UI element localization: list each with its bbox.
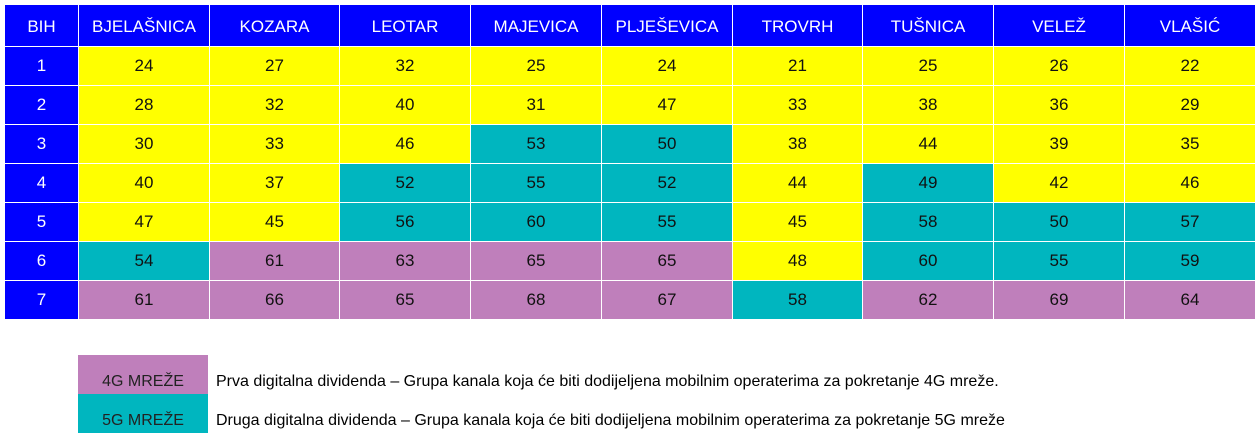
row-number: 3: [5, 125, 79, 164]
channel-cell: 59: [1125, 242, 1256, 281]
table-row: [5, 86, 1256, 125]
row-number: 7: [5, 281, 79, 320]
channel-cell: 42: [994, 164, 1125, 203]
header-leotar: LEOTAR: [340, 5, 471, 47]
channel-cell: 60: [863, 242, 994, 281]
channel-cell: 47: [602, 86, 733, 125]
channel-cell: 68: [471, 281, 602, 320]
table-row: [5, 203, 1256, 242]
header-pljesevica: PLJEŠEVICA: [602, 5, 733, 47]
channel-cell: 61: [79, 281, 210, 320]
table-row: [5, 164, 1256, 203]
channel-cell: 39: [994, 125, 1125, 164]
legend-row-4g: [78, 355, 1005, 394]
channel-cell: 64: [1125, 281, 1256, 320]
legend: [78, 355, 1005, 433]
channel-cell: 45: [210, 203, 340, 242]
channel-cell: 45: [733, 203, 863, 242]
table-row: [5, 47, 1256, 86]
channel-cell: 33: [733, 86, 863, 125]
row-number: 2: [5, 86, 79, 125]
channel-cell: 63: [340, 242, 471, 281]
channel-cell: 54: [79, 242, 210, 281]
channel-cell: 30: [79, 125, 210, 164]
header-row: [5, 5, 1256, 47]
channel-cell: 32: [210, 86, 340, 125]
header-tusnica: TUŠNICA: [863, 5, 994, 47]
header-majevica: MAJEVICA: [471, 5, 602, 47]
legend-text-5g: Druga digitalna dividenda – Grupa kanala koja će biti dodijeljena mobilnim operaterima za pokretanje 5G mreže: [216, 411, 1005, 429]
channel-cell: 36: [994, 86, 1125, 125]
legend-swatch-5g: 5G MREŽE: [78, 394, 208, 433]
channel-cell: 31: [471, 86, 602, 125]
channel-cell: 40: [79, 164, 210, 203]
channel-cell: 60: [471, 203, 602, 242]
channel-cell: 55: [994, 242, 1125, 281]
channel-cell: 55: [602, 203, 733, 242]
channel-cell: 49: [863, 164, 994, 203]
channel-cell: 46: [340, 125, 471, 164]
channel-cell: 52: [602, 164, 733, 203]
channel-cell: 65: [471, 242, 602, 281]
channel-cell: 65: [340, 281, 471, 320]
legend-swatch-4g: 4G MREŽE: [78, 355, 208, 394]
channel-cell: 33: [210, 125, 340, 164]
channel-cell: 62: [863, 281, 994, 320]
channel-cell: 44: [733, 164, 863, 203]
channel-cell: 38: [733, 125, 863, 164]
channel-cell: 37: [210, 164, 340, 203]
row-number: 6: [5, 242, 79, 281]
channel-cell: 46: [1125, 164, 1256, 203]
channel-cell: 50: [994, 203, 1125, 242]
channel-cell: 69: [994, 281, 1125, 320]
channel-table: [4, 4, 1256, 320]
channel-cell: 50: [602, 125, 733, 164]
channel-cell: 61: [210, 242, 340, 281]
channel-cell: 29: [1125, 86, 1256, 125]
channel-cell: 38: [863, 86, 994, 125]
row-number: 5: [5, 203, 79, 242]
table-row: [5, 125, 1256, 164]
channel-cell: 24: [602, 47, 733, 86]
channel-cell: 48: [733, 242, 863, 281]
channel-cell: 26: [994, 47, 1125, 86]
channel-cell: 67: [602, 281, 733, 320]
channel-cell: 25: [863, 47, 994, 86]
channel-cell: 52: [340, 164, 471, 203]
channel-cell: 28: [79, 86, 210, 125]
channel-cell: 25: [471, 47, 602, 86]
channel-cell: 22: [1125, 47, 1256, 86]
channel-cell: 55: [471, 164, 602, 203]
row-number: 4: [5, 164, 79, 203]
header-velez: VELEŽ: [994, 5, 1125, 47]
header-bih: BIH: [5, 5, 79, 47]
legend-text-4g: Prva digitalna dividenda – Grupa kanala koja će biti dodijeljena mobilnim operaterima za pokretanje 4G mreže.: [216, 372, 999, 390]
channel-cell: 44: [863, 125, 994, 164]
channel-cell: 27: [210, 47, 340, 86]
header-kozara: KOZARA: [210, 5, 340, 47]
channel-cell: 32: [340, 47, 471, 86]
table-row: [5, 281, 1256, 320]
table-row: [5, 242, 1256, 281]
row-number: 1: [5, 47, 79, 86]
channel-cell: 65: [602, 242, 733, 281]
channel-cell: 35: [1125, 125, 1256, 164]
channel-cell: 58: [733, 281, 863, 320]
header-trovrh: TROVRH: [733, 5, 863, 47]
channel-cell: 57: [1125, 203, 1256, 242]
channel-cell: 53: [471, 125, 602, 164]
channel-cell: 58: [863, 203, 994, 242]
legend-row-5g: [78, 394, 1005, 433]
channel-cell: 40: [340, 86, 471, 125]
channel-cell: 24: [79, 47, 210, 86]
header-bjelasnica: BJELAŠNICA: [79, 5, 210, 47]
channel-cell: 21: [733, 47, 863, 86]
channel-cell: 66: [210, 281, 340, 320]
header-vlasic: VLAŠIĆ: [1125, 5, 1256, 47]
channel-cell: 47: [79, 203, 210, 242]
channel-cell: 56: [340, 203, 471, 242]
